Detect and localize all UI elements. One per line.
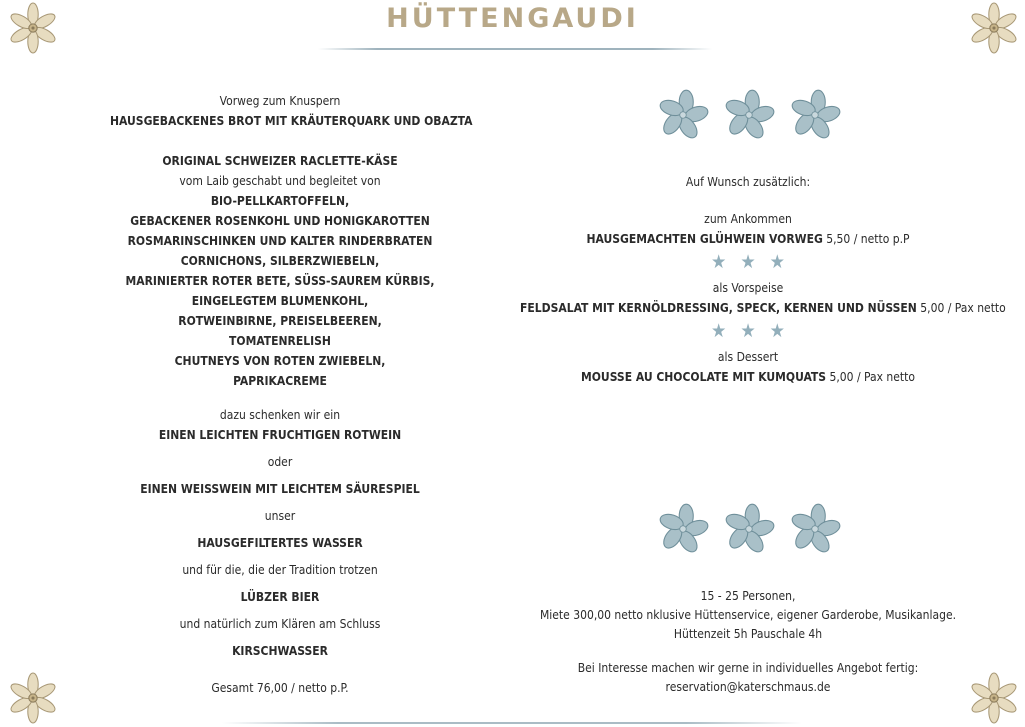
star-icon: ★: [711, 251, 727, 273]
side-dish: CORNICHONS, SILBERZWIEBELN,: [180, 254, 380, 268]
title-divider: [318, 48, 712, 50]
info-duration: Hüttenzeit 5h Pauschale 4h: [673, 627, 823, 641]
menu-intro: Vorweg zum Knuspern: [219, 94, 341, 108]
decorative-blue-flower-icon: [722, 88, 776, 142]
menu-item-raclette: ORIGINAL SCHWEIZER RACLETTE-KÄSE: [162, 154, 398, 168]
beer-intro: und für die, die der Tradition trotzen: [182, 563, 378, 577]
contact-email: reservation@katerschmaus.de: [665, 680, 831, 694]
side-dish: BIO-PELLKARTOFFELN,: [210, 194, 350, 208]
page-title: HÜTTENGAUDI: [386, 3, 639, 34]
drink-white-wine: EINEN WEISSWEIN MIT LEICHTEM SÄURESPIEL: [140, 482, 420, 496]
water-intro: unser: [264, 509, 296, 523]
drink-schnaps: KIRSCHWASSER: [232, 644, 328, 658]
decorative-blue-flower-icon: [656, 88, 710, 142]
main-menu: [110, 91, 473, 698]
side-dish: ROTWEINBIRNE, PREISELBEEREN,: [178, 314, 382, 328]
decorative-blue-flower-icon: [788, 502, 842, 556]
side-dish: GEBACKENER ROSENKOHL UND HONIGKAROTTEN: [130, 214, 430, 228]
decorative-blue-flower-icon: [722, 502, 776, 556]
menu-item-bread: HAUSGEBACKENES BROT MIT KRÄUTERQUARK UND OBAZTA: [110, 114, 473, 128]
menu-total-price: Gesamt 76,00 / netto p.P.: [211, 681, 349, 695]
star-separator: [520, 252, 976, 272]
star-icon: ★: [769, 251, 785, 273]
extras-menu: [520, 172, 1006, 387]
starter-intro: als Vorspeise: [712, 281, 784, 295]
extra-salad-price: 5,00 / Pax netto: [920, 301, 1006, 315]
star-icon: ★: [711, 320, 727, 342]
decorative-blue-flower-icon: [788, 88, 842, 142]
flower-decoration-bottom: [656, 502, 842, 556]
side-dish: TOMATENRELISH: [229, 334, 331, 348]
schnaps-intro: und natürlich zum Klären am Schluss: [179, 617, 381, 631]
extra-mulled-wine-price: 5,50 / netto p.P: [826, 232, 910, 246]
arrival-intro: zum Ankommen: [704, 212, 792, 226]
side-dish: MARINIERTER ROTER BETE, SÜSS-SAUREM KÜRBIS,: [125, 274, 435, 288]
side-dish: CHUTNEYS VON ROTEN ZWIEBELN,: [174, 354, 386, 368]
info-rent: Miete 300,00 netto nklusive Hüttenservice, eigener Garderobe, Musikanlage.: [539, 608, 957, 622]
bottom-divider: [222, 722, 802, 724]
star-icon: ★: [740, 320, 756, 342]
flower-decoration-top: [656, 88, 842, 142]
side-dish: PAPRIKACREME: [233, 374, 327, 388]
side-dish: EINGELEGTEM BLUMENKOHL,: [191, 294, 369, 308]
star-icon: ★: [740, 251, 756, 273]
drinks-intro: dazu schenken wir ein: [219, 408, 341, 422]
star-separator: [520, 321, 976, 341]
drink-or: oder: [267, 455, 293, 469]
extra-mulled-wine: HAUSGEMACHTEN GLÜHWEIN VORWEG: [586, 232, 823, 246]
side-dish: ROSMARINSCHINKEN UND KALTER RINDERBRATEN: [127, 234, 433, 248]
extra-mousse-price: 5,00 / Pax netto: [829, 370, 915, 384]
menu-description: vom Laib geschabt und begleitet von: [179, 174, 381, 188]
decorative-blue-flower-icon: [656, 502, 710, 556]
extras-heading: Auf Wunsch zusätzlich:: [685, 175, 811, 189]
info-contact: Bei Interesse machen wir gerne in individuelles Angebot fertig:: [577, 661, 919, 675]
drink-red-wine: EINEN LEICHTEN FRUCHTIGEN ROTWEIN: [158, 428, 402, 442]
booking-info: [520, 587, 976, 697]
extra-salad: FELDSALAT MIT KERNÖLDRESSING, SPECK, KERNEN UND NÜSSEN: [520, 301, 917, 315]
decorative-edelweiss-flower-icon: [7, 672, 59, 724]
extra-mousse: MOUSSE AU CHOCOLATE MIT KUMQUATS: [581, 370, 827, 384]
info-persons: 15 - 25 Personen,: [700, 589, 796, 603]
dessert-intro: als Dessert: [717, 350, 779, 364]
drink-beer: LÜBZER BIER: [240, 590, 320, 604]
star-icon: ★: [769, 320, 785, 342]
drink-water: HAUSGEFILTERTES WASSER: [197, 536, 363, 550]
